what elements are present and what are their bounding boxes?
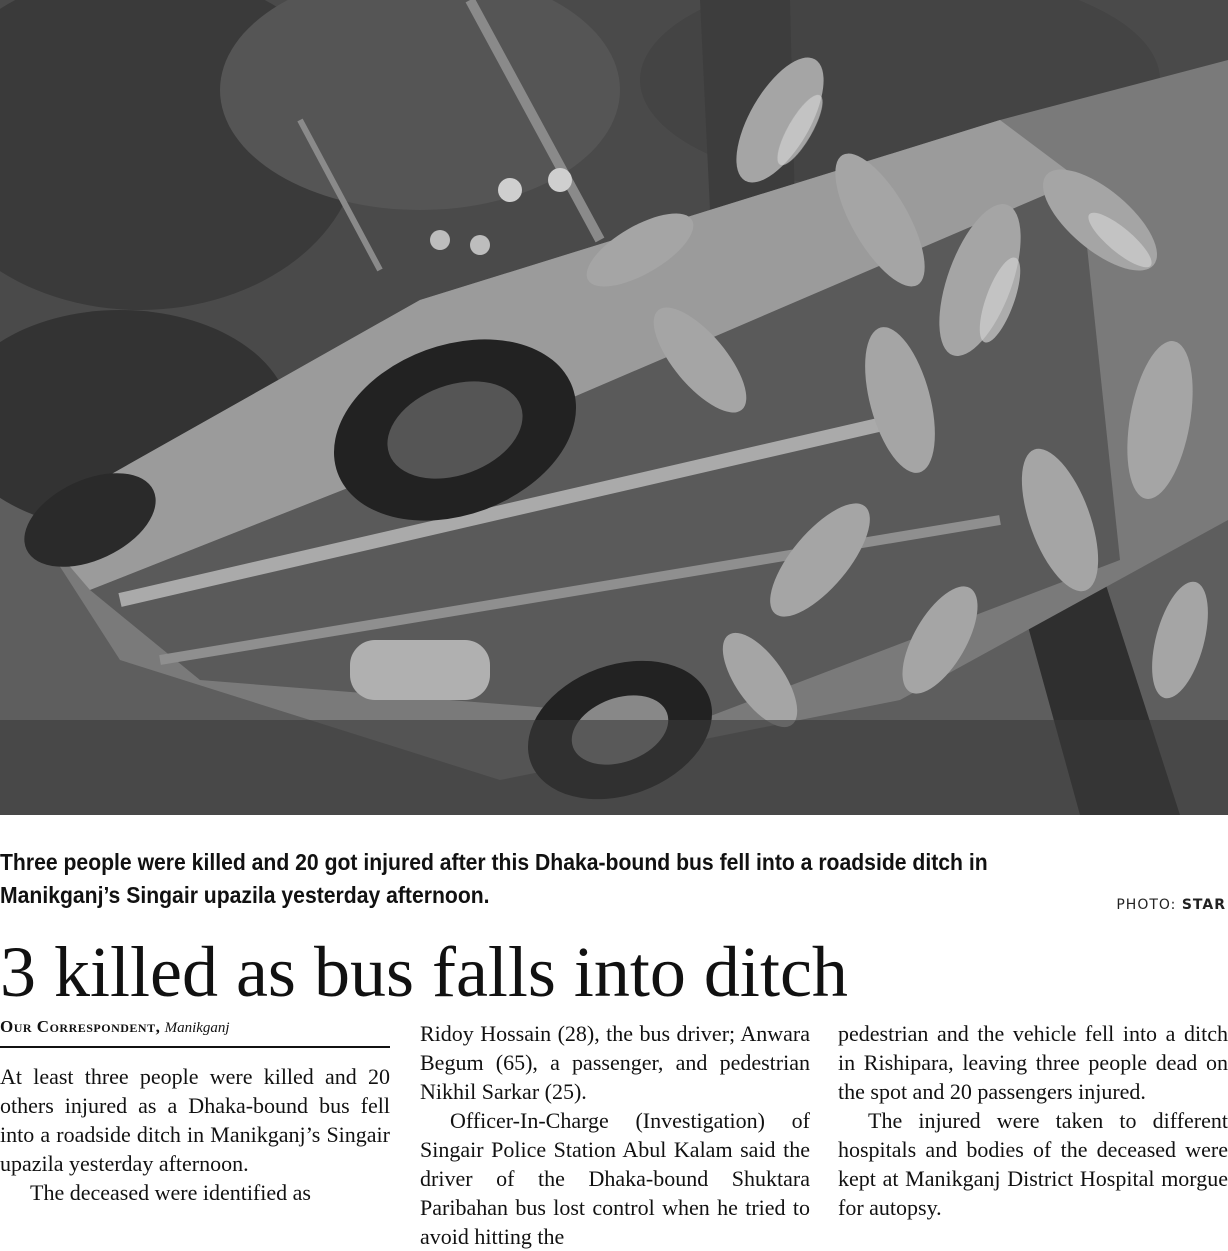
byline-divider [0,1046,390,1048]
photo-credit-source: STAR [1181,897,1226,913]
headline: 3 killed as bus falls into ditch [0,932,848,1012]
byline [0,1016,390,1039]
byline-place: Manikganj [164,1020,230,1036]
photo-credit-label: PHOTO: [1116,897,1177,913]
photo-credit [1116,897,1226,913]
paragraph: Ridoy Hossain (28), the bus driver; Anwara Begum (65), a passenger, and pedestrian Nikhil Sarkar (25). [420,1021,810,1104]
paragraph: At least three people were killed and 20 others injured as a Dhaka-bound bus fell into a roadside ditch in Manikganj’s Singair upazila yesterday afternoon. [0,1064,390,1176]
photo-caption: Three people were killed and 20 got injured after this Dhaka-bound bus fell into a roadside ditch in Manikganj’s Singair upazila yesterday afternoon. [0,849,988,908]
paragraph: The deceased were identified as [30,1180,311,1205]
byline-name: Our Correspondent, [0,1017,161,1036]
paragraph: Officer-In-Charge (Investigation) of Singair Police Station Abul Kalam said the driver of the Dhaka-bound Shuktara Paribahan bus lost control when he tried to avoid hitting the [420,1108,810,1249]
paragraph: The injured were taken to different hospitals and bodies of the deceased were kept at Manikganj District Hospital morgue for autopsy. [838,1108,1228,1220]
article-column-3 [838,1019,1228,1222]
article-column-1 [0,1062,390,1207]
paragraph: pedestrian and the vehicle fell into a ditch in Rishipara, leaving three people dead on the spot and 20 passengers injured. [838,1021,1228,1104]
article-column-2 [420,1019,810,1251]
